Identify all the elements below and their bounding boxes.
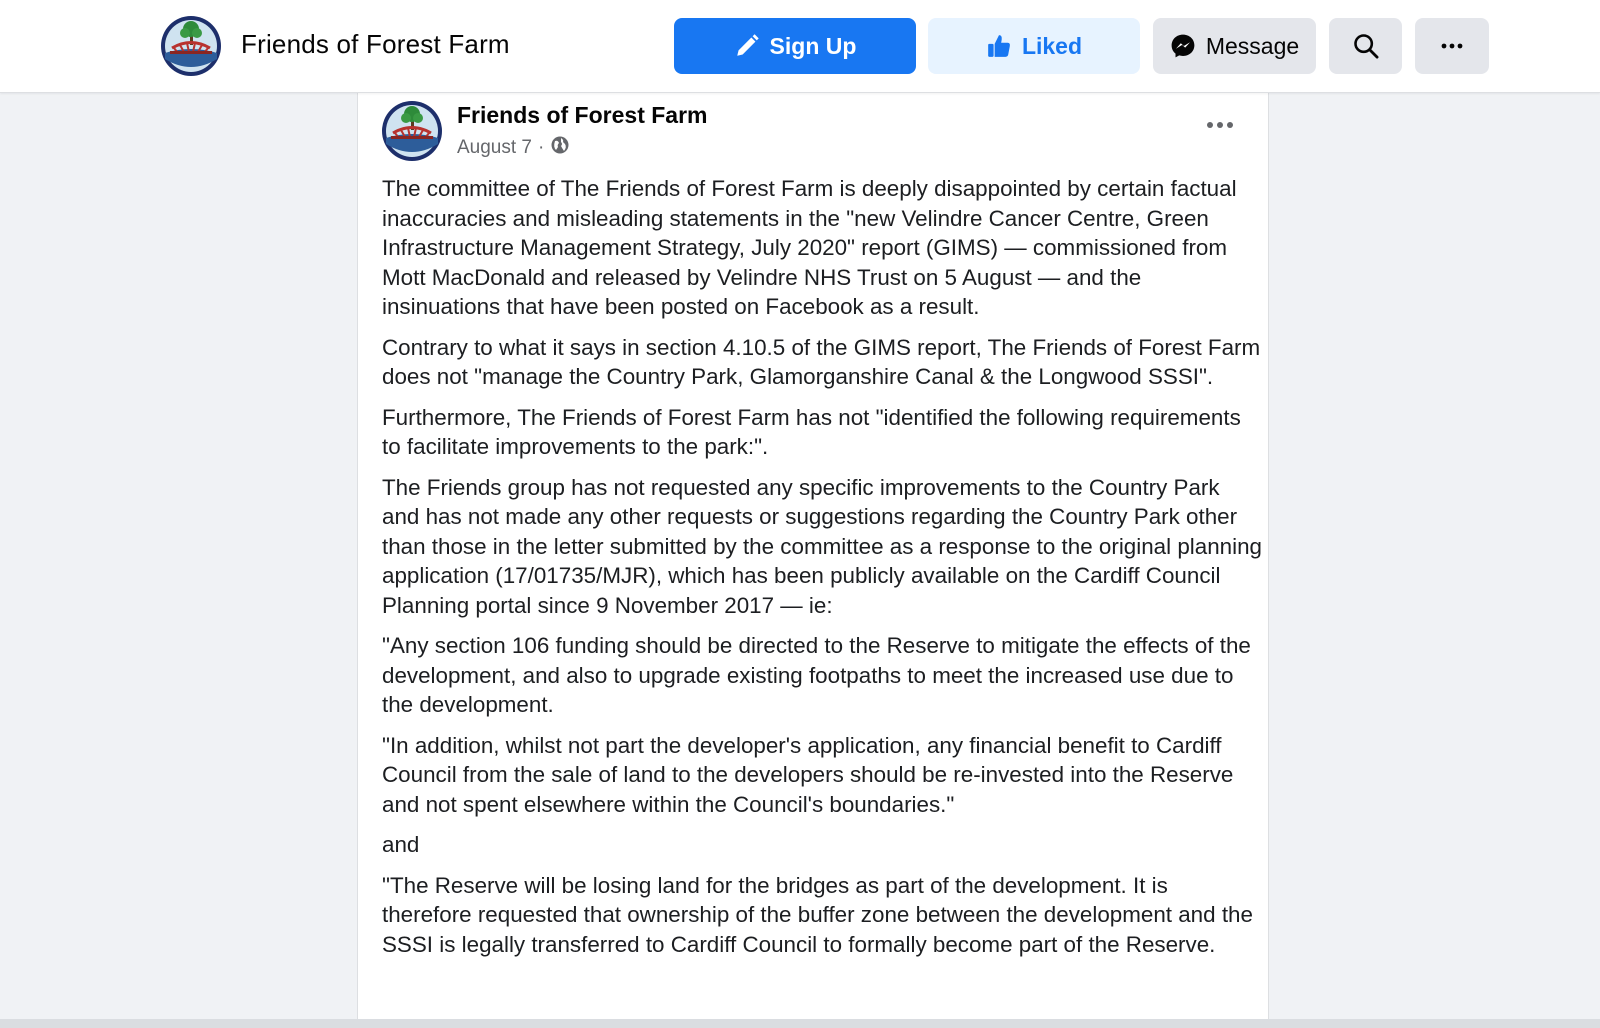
post-meta <box>457 135 570 161</box>
post-options-button[interactable] <box>1200 113 1240 137</box>
more-dots-icon <box>1440 42 1464 50</box>
meta-separator: · <box>538 137 545 158</box>
post-paragraph: The committee of The Friends of Forest Farm is deeply disappointed by certain factual inaccuracies and misleading statements in the "new Velindre Cancer Centre, Green Infrastructure Management Strategy, July 2020" report (GIMS) — commissioned from Mott MacDonald and released by Velindre NHS Trust on 5 August — and the insinuations that have been posted on Facebook as a result. <box>382 176 1237 319</box>
post-author-avatar[interactable] <box>381 100 443 162</box>
post-card <box>357 93 1269 1028</box>
message-label: Message <box>1205 32 1300 59</box>
post-paragraph: "In addition, whilst not part the developer's application, any financial benefit to Cardiff Council from the sale of land to the developers should be re-invested into the Reserve and not spent elsewhere within the Council's boundaries." <box>382 732 1234 817</box>
liked-button[interactable] <box>928 18 1140 74</box>
post-paragraph: Furthermore, The Friends of Forest Farm has not "identified the following requirements to facilitate improvements to the park:". <box>382 404 1241 459</box>
post-paragraph: Contrary to what it says in section 4.10.5 of the GIMS report, The Friends of Forest Farm does not "manage the Country Park, Glamorganshire Canal & the Longwood SSSI". <box>382 334 1261 389</box>
bottom-scroll-strip <box>0 1019 1600 1028</box>
page-title[interactable]: Friends of Forest Farm <box>241 29 510 59</box>
post-paragraph: The Friends group has not requested any specific improvements to the Country Park and has not made any other requests or suggestions regarding the Country Park other than those in the letter submitted by the committee as a response to the original planning application (17/01735/MJR), which has been publicly available on the Cardiff Council Planning portal since 9 November 2017 — ie: <box>382 474 1262 618</box>
search-button[interactable] <box>1329 18 1402 74</box>
post-date[interactable]: August 7 <box>457 137 532 158</box>
page-avatar[interactable] <box>160 15 222 77</box>
more-options-button[interactable] <box>1415 18 1489 74</box>
search-icon <box>1352 32 1380 60</box>
messenger-icon <box>1170 33 1196 59</box>
sign-up-label: Sign Up <box>769 32 857 59</box>
thumbs-up-icon <box>986 33 1012 59</box>
globe-icon <box>550 135 570 161</box>
more-dots-icon <box>1206 116 1234 134</box>
pencil-icon <box>734 33 760 59</box>
post-paragraph: "The Reserve will be losing land for the bridges as part of the development. It is therefore requested that ownership of the buffer zone between the development and the SSSI is legally transferred to Cardiff Council to formally become part of the Reserve. <box>382 872 1253 957</box>
post-author-name[interactable]: Friends of Forest Farm <box>457 102 708 128</box>
message-button[interactable] <box>1153 18 1316 74</box>
liked-label: Liked <box>1021 32 1083 59</box>
post-paragraph: and <box>382 832 420 857</box>
sign-up-button[interactable] <box>674 18 916 74</box>
post-body <box>382 174 1262 970</box>
page-header <box>0 0 1600 93</box>
post-paragraph: "Any section 106 funding should be directed to the Reserve to mitigate the effects of the development, and also to upgrade existing footpaths to meet the increased use due to the development. <box>382 633 1251 717</box>
